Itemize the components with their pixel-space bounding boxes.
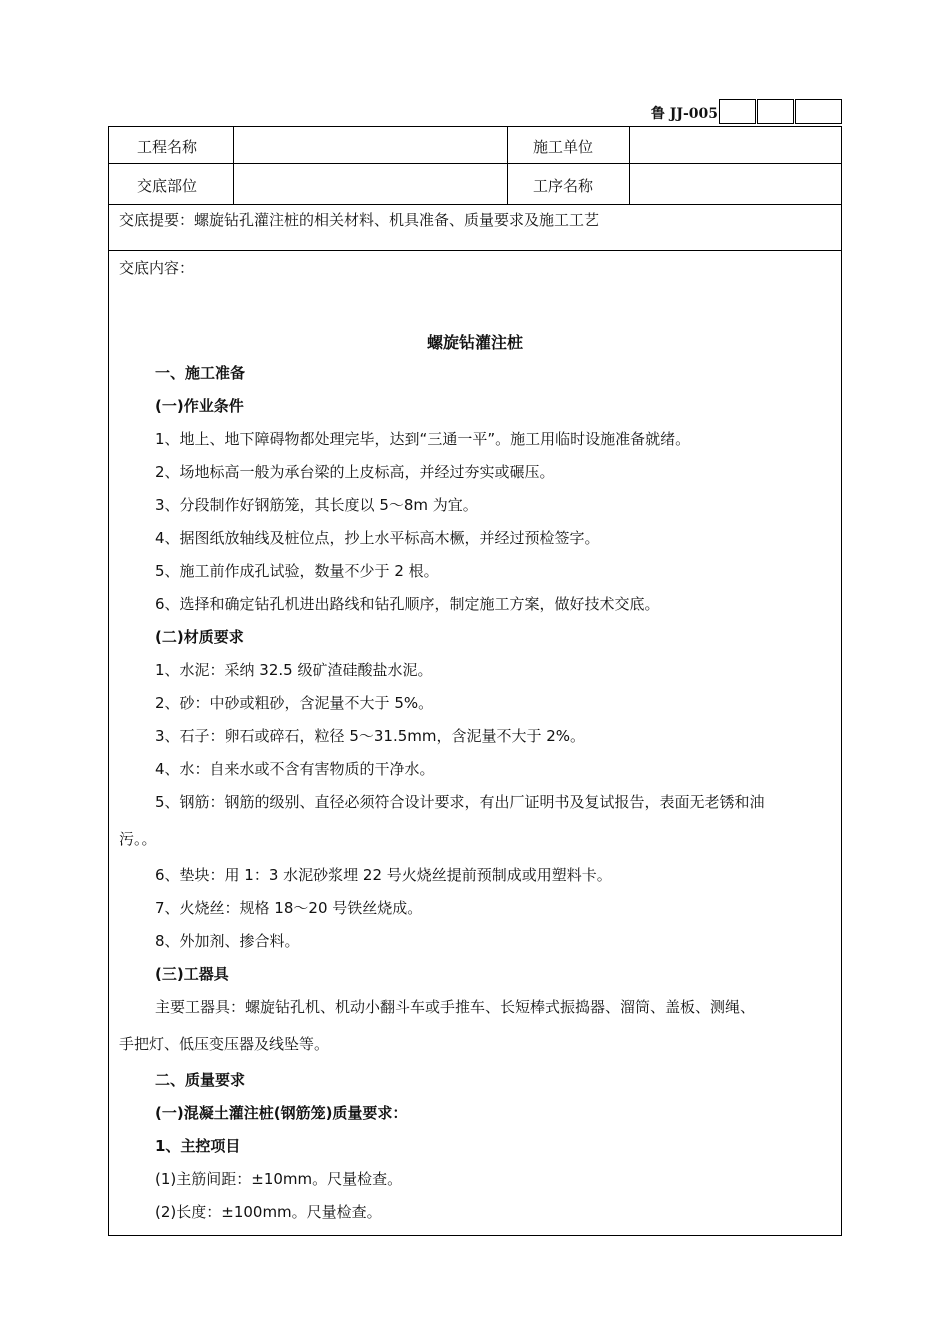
paragraph: 8、外加剂、掺合料。 <box>155 932 300 950</box>
content-label: 交底内容： <box>119 259 195 277</box>
process-name-label: 工序名称 <box>533 177 594 195</box>
paragraph: (1)主筋间距：±10mm。尺量检查。 <box>155 1170 403 1188</box>
paragraph: (2)长度：±100mm。尺量检查。 <box>155 1203 382 1221</box>
document-title: 螺旋钻灌注桩 <box>426 333 523 352</box>
subsection-heading: 1、主控项目 <box>155 1137 241 1155</box>
part-label: 交底部位 <box>137 177 198 195</box>
paragraph: 4、据图纸放轴线及桩位点，抄上水平标高木橛，并经过预检签字。 <box>155 529 600 547</box>
paragraph: 6、选择和确定钻孔机进出路线和钻孔顺序，制定施工方案，做好技术交底。 <box>155 595 660 613</box>
section-heading: 一、施工准备 <box>155 364 246 382</box>
divider <box>507 127 508 204</box>
paragraph: 2、砂：中砂或粗砂，含泥量不大于 5%。 <box>155 694 434 712</box>
summary: 交底提要：螺旋钻孔灌注桩的相关材料、机具准备、质量要求及施工工艺 <box>119 211 600 229</box>
subsection-heading: (一)作业条件 <box>155 397 244 415</box>
paragraph: 主要工器具：螺旋钻孔机、机动小翻斗车或手推车、长短棒式振捣器、溜筒、盖板、测绳、 <box>155 998 756 1016</box>
disclosure-table <box>108 126 842 1236</box>
project-name-label: 工程名称 <box>137 138 198 156</box>
divider <box>109 163 841 164</box>
section-heading: 二、质量要求 <box>155 1071 246 1089</box>
paragraph: 5、钢筋：钢筋的级别、直径必须符合设计要求，有出厂证明书及复试报告，表面无老锈和油 <box>155 793 765 811</box>
paragraph-continuation: 手把灯、低压变压器及线坠等。 <box>119 1035 330 1053</box>
form-code: 鲁 JJ-005 <box>650 106 718 122</box>
construction-unit-label: 施工单位 <box>533 138 594 156</box>
paragraph: 3、石子：卵石或碎石，粒径 5～31.5mm，含泥量不大于 2%。 <box>155 727 586 745</box>
divider <box>233 127 234 204</box>
code-box <box>719 99 756 124</box>
paragraph: 4、水：自来水或不含有害物质的干净水。 <box>155 760 435 778</box>
code-box <box>795 99 842 124</box>
subsection-heading: (二)材质要求 <box>155 628 244 646</box>
subsection-heading: (三)工器具 <box>155 965 229 983</box>
paragraph: 1、水泥：采纳 32.5 级矿渣硅酸盐水泥。 <box>155 661 433 679</box>
subsection-heading: (一)混凝土灌注桩(钢筋笼)质量要求： <box>155 1104 408 1122</box>
document-body <box>119 357 833 1229</box>
paragraph: 1、地上、地下障碍物都处理完毕，达到“三通一平”。施工用临时设施准备就绪。 <box>155 430 691 448</box>
code-box <box>757 99 794 124</box>
divider <box>109 250 841 251</box>
paragraph: 2、场地标高一般为承台梁的上皮标高，并经过夯实或碾压。 <box>155 463 555 481</box>
paragraph: 6、垫块：用 1：3 水泥砂浆埋 22 号火烧丝提前预制成或用塑料卡。 <box>155 866 612 884</box>
divider <box>109 204 841 205</box>
form-code-row <box>600 99 842 125</box>
paragraph: 3、分段制作好钢筋笼，其长度以 5～8m 为宜。 <box>155 496 478 514</box>
paragraph: 7、火烧丝：规格 18～20 号铁丝烧成。 <box>155 899 423 917</box>
paragraph: 5、施工前作成孔试验，数量不少于 2 根。 <box>155 562 439 580</box>
divider <box>629 127 630 204</box>
paragraph-continuation: 污。。 <box>119 830 157 848</box>
